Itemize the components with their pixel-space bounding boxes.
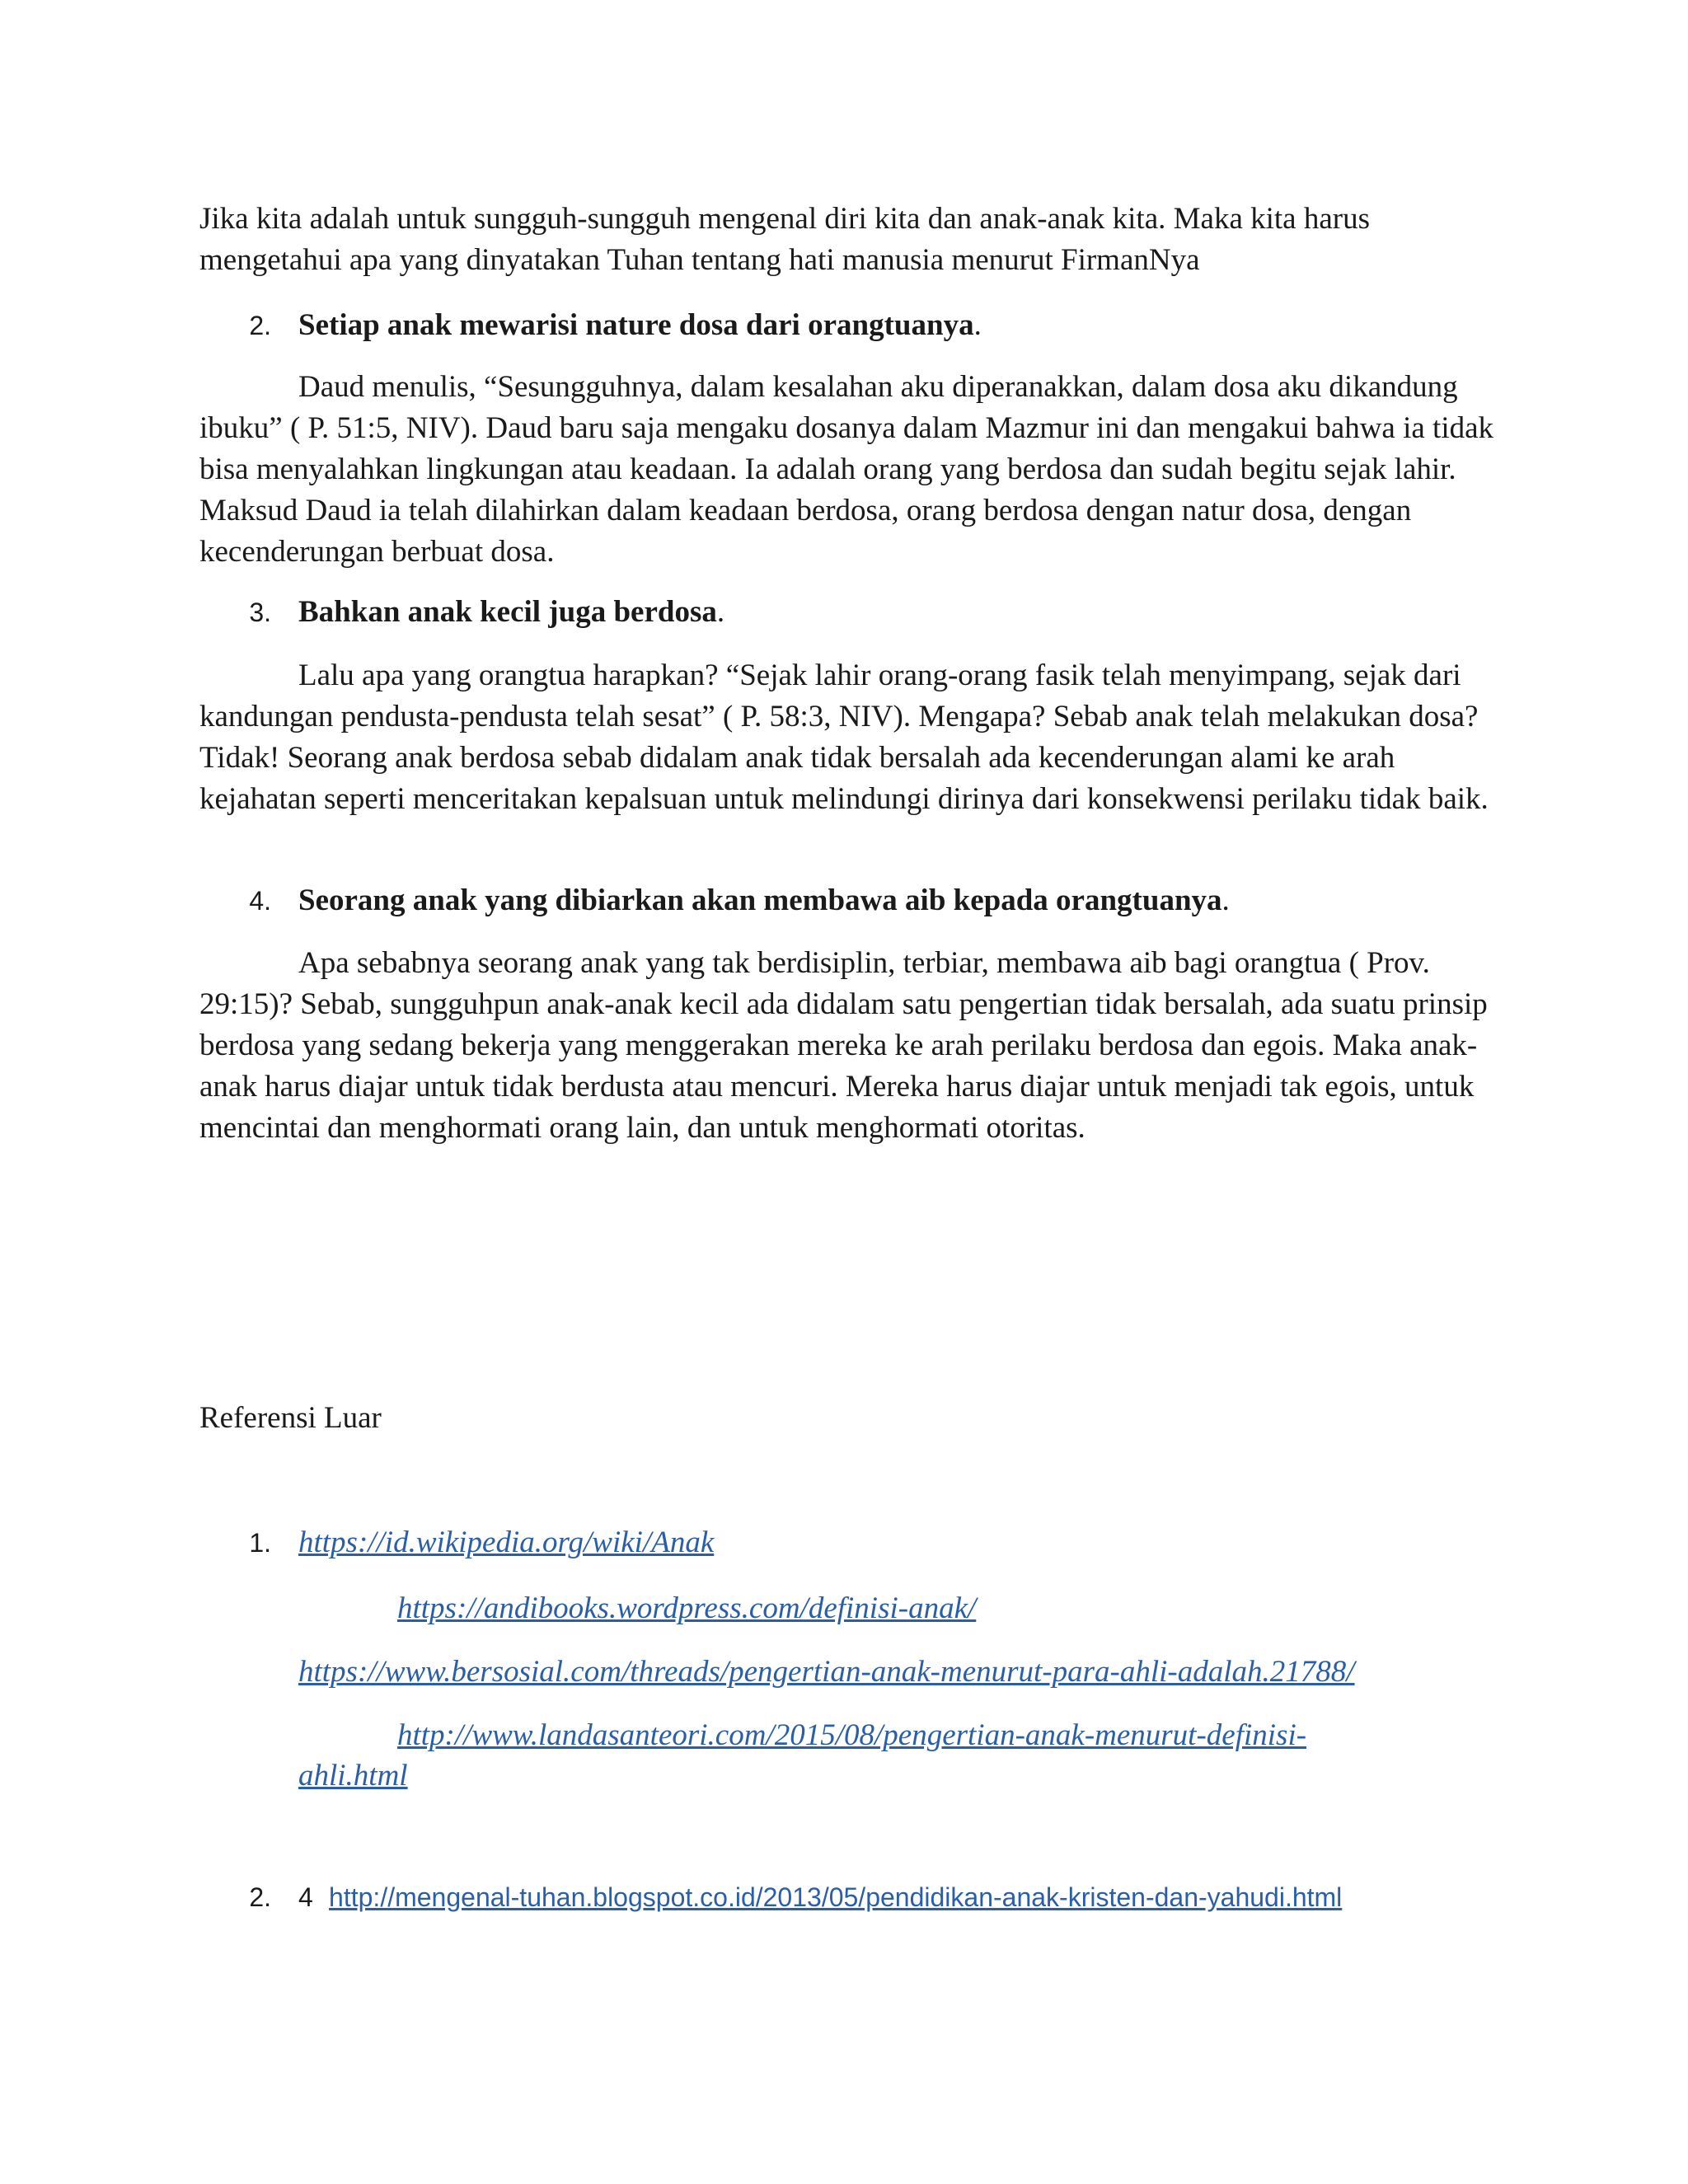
reference-line-5 bbox=[199, 1755, 1502, 1797]
point-3 bbox=[199, 592, 1502, 633]
reference-line-2 bbox=[199, 1588, 1502, 1629]
references-title: Referensi Luar bbox=[199, 1401, 382, 1435]
reference-1-number: 1. bbox=[249, 1528, 271, 1558]
reference-2-number: 2. bbox=[249, 1882, 271, 1912]
point-4-period: . bbox=[1221, 883, 1230, 917]
point-4 bbox=[199, 880, 1502, 921]
point-3-heading: Bahkan anak kecil juga berdosa bbox=[298, 595, 717, 629]
point-2-period: . bbox=[973, 308, 982, 342]
reference-item-1 bbox=[199, 1522, 1502, 1563]
reference-line-4 bbox=[199, 1715, 1502, 1756]
point-3-body: Lalu apa yang orangtua harapkan? “Sejak lahir orang-orang fasik telah menyimpang, sejak dari kandungan pendusta-pendusta telah sesat” ( P. 58:3, NIV). Mengapa? Sebab anak telah melakukan dosa? Tidak! Seorang anak berdosa sebab didalam anak tidak bersalah ada kecenderungan alami ke arah kejahatan seperti menceritakan kepalsuan untuk melindungi dirinya dari konsekwensi perilaku tidak baik. bbox=[199, 658, 1489, 816]
reference-link-andibooks[interactable]: https://andibooks.wordpress.com/definisi-anak/ bbox=[397, 1591, 977, 1625]
point-3-period: . bbox=[716, 595, 725, 629]
reference-link-bersosial[interactable]: https://www.bersosial.com/threads/pengertian-anak-menurut-para-ahli-adalah.21788/ bbox=[298, 1655, 1355, 1689]
point-2-heading: Setiap anak mewarisi nature dosa dari orangtuanya bbox=[298, 308, 974, 342]
intro-paragraph: Jika kita adalah untuk sungguh-sungguh mengenal diri kita dan anak-anak kita. Maka kita harus mengetahui apa yang dinyatakan Tuhan tentang hati manusia menurut FirmanNya bbox=[199, 202, 1371, 277]
point-2-body: Daud menulis, “Sesungguhnya, dalam kesalahan aku diperanakkan, dalam dosa aku dikandung ibuku” ( P. 51:5, NIV). Daud baru saja mengaku dosanya dalam Mazmur ini dan mengakui bahwa ia tidak bisa menyalahkan lingkungan atau keadaan. Ia adalah orang yang berdosa dan sudah begitu sejak lahir. Maksud Daud ia telah dilahirkan dalam keadaan berdosa, orang berdosa dengan natur dosa, dengan kecenderungan berbuat dosa. bbox=[199, 370, 1494, 569]
reference-link-landasanteori-cont[interactable]: ahli.html bbox=[298, 1759, 408, 1793]
point-2 bbox=[199, 305, 1502, 346]
point-4-number: 4. bbox=[249, 886, 271, 916]
reference-link-mengenal-tuhan[interactable]: http://mengenal-tuhan.blogspot.co.id/2013/05/pendidikan-anak-kristen-dan-yahudi.html bbox=[329, 1882, 1343, 1912]
reference-link-landasanteori[interactable]: http://www.landasanteori.com/2015/08/pengertian-anak-menurut-definisi- bbox=[397, 1718, 1307, 1752]
point-4-heading: Seorang anak yang dibiarkan akan membawa aib kepada orangtuanya bbox=[298, 883, 1222, 917]
reference-2-prefix: 4 bbox=[298, 1882, 313, 1912]
point-3-number: 3. bbox=[249, 598, 271, 627]
reference-line-3 bbox=[199, 1652, 1502, 1693]
reference-link-wikipedia[interactable]: https://id.wikipedia.org/wiki/Anak bbox=[298, 1526, 715, 1559]
point-4-body: Apa sebabnya seorang anak yang tak berdisiplin, terbiar, membawa aib bagi orangtua ( Prov. 29:15)? Sebab, sungguhpun anak-anak kecil ada didalam satu pengertian tidak bersalah, ada suatu prinsip berdosa yang sedang bekerja yang menggerakan mereka ke arah perilaku berdosa dan egois. Maka anak-anak harus diajar untuk tidak berdusta atau mencuri. Mereka harus diajar untuk menjadi tak egois, untuk mencintai dan menghormati orang lain, dan untuk menghormati otoritas. bbox=[199, 946, 1488, 1145]
reference-item-2 bbox=[199, 1877, 1502, 1918]
point-2-number: 2. bbox=[249, 311, 271, 340]
